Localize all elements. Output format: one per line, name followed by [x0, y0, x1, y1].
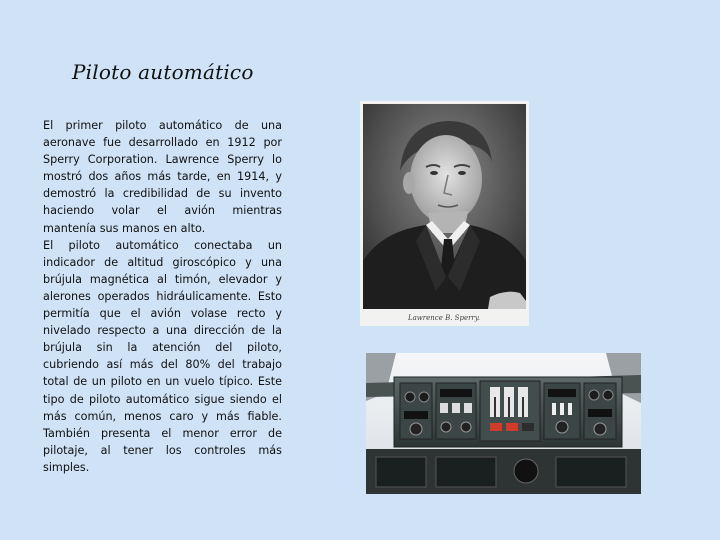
portrait-photo-icon	[360, 101, 529, 326]
sperry-portrait-image	[360, 101, 529, 326]
body-text	[43, 117, 282, 476]
paragraph-2: El piloto automático conectaba un indicador de altitud giroscópico y una brújula magnética al timón, elevador y alerones operados hidráulicamente. Esto permitía que el avión volase recto y nivelado respecto a una dirección de la brújula sin la atención del piloto, cubriendo así más del 80% del trabajo total de un piloto en un vuelo típico. Este tipo de piloto automático sigue siendo el más común, menos caro y más fiable. También presenta el menor error de pilotaje, al tener los controles más simples.	[43, 238, 282, 474]
autopilot-panel-image	[366, 353, 641, 494]
autopilot-panel-photo-icon	[366, 353, 641, 494]
slide-title: Piloto automático	[72, 60, 254, 84]
portrait-caption: Lawrence B. Sperry.	[407, 314, 481, 322]
paragraph-1: El primer piloto automático de una aeronave fue desarrollado en 1912 por Sperry Corporation. Lawrence Sperry lo mostró dos años más tarde, en 1914, y demostró la credibilidad de su invento haciendo volar el avión mientras mantenía sus manos en alto.	[43, 119, 282, 235]
